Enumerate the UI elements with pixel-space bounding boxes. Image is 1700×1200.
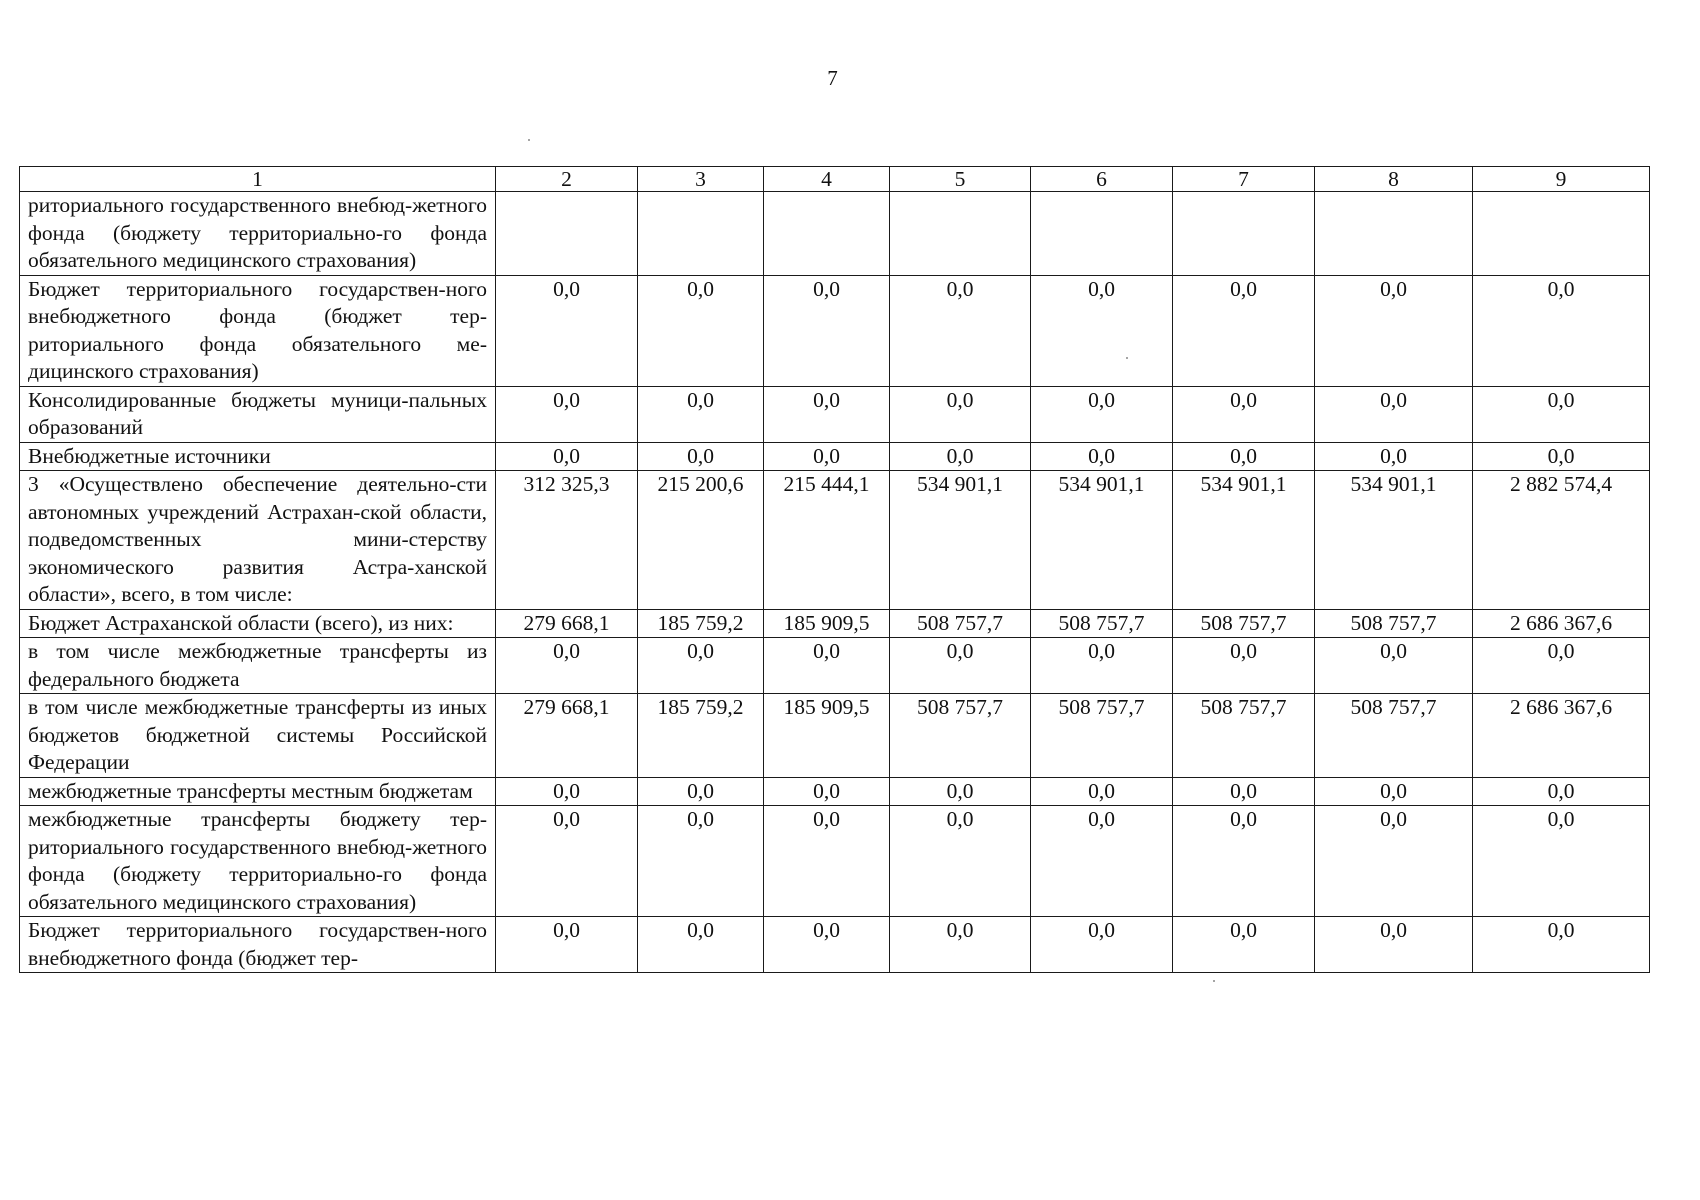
value-cell: 0,0 [890, 442, 1031, 471]
value-cell [764, 192, 890, 276]
value-cell: 0,0 [1473, 275, 1650, 386]
value-cell: 0,0 [496, 777, 638, 806]
column-header: 3 [638, 167, 764, 192]
value-cell: 185 909,5 [764, 609, 890, 638]
value-cell: 508 757,7 [1031, 609, 1173, 638]
value-cell: 0,0 [764, 442, 890, 471]
value-cell: 534 901,1 [890, 471, 1031, 610]
value-cell [1315, 192, 1473, 276]
value-cell [638, 192, 764, 276]
value-cell [890, 192, 1031, 276]
value-cell: 508 757,7 [1173, 694, 1315, 778]
value-cell: 2 882 574,4 [1473, 471, 1650, 610]
value-cell: 508 757,7 [890, 694, 1031, 778]
column-header: 7 [1173, 167, 1315, 192]
value-cell: 0,0 [764, 917, 890, 973]
column-header: 2 [496, 167, 638, 192]
row-label: Консолидированные бюджеты муници-пальных образований [20, 386, 496, 442]
value-cell: 0,0 [890, 917, 1031, 973]
value-cell: 0,0 [1315, 917, 1473, 973]
row-label: в том числе межбюджетные трансферты из федерального бюджета [20, 638, 496, 694]
budget-table [19, 166, 1650, 973]
value-cell: 0,0 [1473, 442, 1650, 471]
value-cell: 0,0 [1031, 442, 1173, 471]
value-cell: 0,0 [1315, 638, 1473, 694]
value-cell: 0,0 [638, 386, 764, 442]
row-label: риториального государственного внебюд-жетного фонда (бюджету территориально-го фонда обязательного медицинского страхования) [20, 192, 496, 276]
value-cell: 508 757,7 [1173, 609, 1315, 638]
row-label: в том числе межбюджетные трансферты из иных бюджетов бюджетной системы Российской Федерации [20, 694, 496, 778]
table-body [20, 192, 1650, 973]
page-number: 7 [827, 66, 838, 90]
column-header: 9 [1473, 167, 1650, 192]
table-row [20, 386, 1650, 442]
scan-speck [1213, 980, 1215, 982]
value-cell: 0,0 [496, 806, 638, 917]
value-cell: 0,0 [638, 638, 764, 694]
value-cell: 0,0 [764, 806, 890, 917]
value-cell: 0,0 [1031, 275, 1173, 386]
value-cell: 0,0 [638, 917, 764, 973]
table-row [20, 442, 1650, 471]
value-cell: 0,0 [1473, 638, 1650, 694]
column-header: 8 [1315, 167, 1473, 192]
value-cell: 185 759,2 [638, 609, 764, 638]
value-cell: 508 757,7 [1031, 694, 1173, 778]
value-cell: 0,0 [1315, 442, 1473, 471]
value-cell [1031, 192, 1173, 276]
value-cell: 0,0 [1031, 806, 1173, 917]
value-cell: 508 757,7 [1315, 609, 1473, 638]
row-label: Бюджет территориального государствен-ного внебюджетного фонда (бюджет тер-риториального фонда обязательного ме-дицинского страхования) [20, 275, 496, 386]
column-header: 4 [764, 167, 890, 192]
value-cell: 534 901,1 [1315, 471, 1473, 610]
table-row [20, 192, 1650, 276]
value-cell: 185 759,2 [638, 694, 764, 778]
table-row [20, 609, 1650, 638]
value-cell: 534 901,1 [1031, 471, 1173, 610]
value-cell: 0,0 [764, 638, 890, 694]
scan-speck [528, 139, 530, 141]
value-cell: 2 686 367,6 [1473, 694, 1650, 778]
value-cell: 0,0 [1315, 777, 1473, 806]
value-cell: 0,0 [638, 442, 764, 471]
table-row [20, 777, 1650, 806]
value-cell: 0,0 [1473, 917, 1650, 973]
value-cell: 0,0 [496, 275, 638, 386]
value-cell: 0,0 [1173, 442, 1315, 471]
value-cell: 0,0 [638, 275, 764, 386]
table-row [20, 471, 1650, 610]
value-cell: 0,0 [1473, 386, 1650, 442]
column-number-row [20, 167, 1650, 192]
row-label: межбюджетные трансферты бюджету тер-риториального государственного внебюд-жетного фонда (бюджету территориально-го фонда обязательного медицинского страхования) [20, 806, 496, 917]
table-row [20, 917, 1650, 973]
value-cell: 0,0 [890, 275, 1031, 386]
value-cell: 0,0 [890, 777, 1031, 806]
value-cell: 0,0 [1173, 777, 1315, 806]
value-cell: 0,0 [638, 806, 764, 917]
row-label: Внебюджетные источники [20, 442, 496, 471]
value-cell: 215 200,6 [638, 471, 764, 610]
value-cell: 279 668,1 [496, 694, 638, 778]
table-row [20, 275, 1650, 386]
value-cell: 0,0 [1315, 806, 1473, 917]
value-cell: 0,0 [496, 442, 638, 471]
value-cell: 312 325,3 [496, 471, 638, 610]
table-row [20, 638, 1650, 694]
value-cell [496, 192, 638, 276]
column-header: 6 [1031, 167, 1173, 192]
value-cell: 0,0 [1031, 917, 1173, 973]
row-label: Бюджет территориального государствен-ного внебюджетного фонда (бюджет тер- [20, 917, 496, 973]
value-cell: 0,0 [1315, 386, 1473, 442]
value-cell: 0,0 [1173, 275, 1315, 386]
value-cell: 0,0 [496, 917, 638, 973]
row-label: Бюджет Астраханской области (всего), из них: [20, 609, 496, 638]
row-label: 3 «Осуществлено обеспечение деятельно-сти автономных учреждений Астрахан-ской области, подведомственных мини-стерству экономического развития Астра-ханской области», всего, в том числе: [20, 471, 496, 610]
value-cell: 0,0 [1173, 386, 1315, 442]
value-cell: 508 757,7 [1315, 694, 1473, 778]
value-cell: 0,0 [1031, 777, 1173, 806]
column-header: 1 [20, 167, 496, 192]
value-cell: 0,0 [764, 386, 890, 442]
value-cell: 185 909,5 [764, 694, 890, 778]
value-cell: 0,0 [764, 777, 890, 806]
value-cell [1473, 192, 1650, 276]
value-cell: 215 444,1 [764, 471, 890, 610]
value-cell: 0,0 [1173, 638, 1315, 694]
value-cell: 279 668,1 [496, 609, 638, 638]
value-cell: 0,0 [764, 275, 890, 386]
column-header: 5 [890, 167, 1031, 192]
value-cell: 0,0 [1315, 275, 1473, 386]
value-cell: 508 757,7 [890, 609, 1031, 638]
value-cell: 0,0 [1031, 638, 1173, 694]
value-cell: 0,0 [1473, 806, 1650, 917]
value-cell: 0,0 [496, 638, 638, 694]
value-cell: 0,0 [890, 806, 1031, 917]
value-cell: 2 686 367,6 [1473, 609, 1650, 638]
value-cell: 534 901,1 [1173, 471, 1315, 610]
value-cell: 0,0 [638, 777, 764, 806]
value-cell: 0,0 [890, 638, 1031, 694]
row-label: межбюджетные трансферты местным бюджетам [20, 777, 496, 806]
value-cell: 0,0 [1031, 386, 1173, 442]
value-cell: 0,0 [1473, 777, 1650, 806]
value-cell: 0,0 [496, 386, 638, 442]
value-cell: 0,0 [890, 386, 1031, 442]
table-row [20, 806, 1650, 917]
value-cell [1173, 192, 1315, 276]
table-row [20, 694, 1650, 778]
value-cell: 0,0 [1173, 806, 1315, 917]
value-cell: 0,0 [1173, 917, 1315, 973]
